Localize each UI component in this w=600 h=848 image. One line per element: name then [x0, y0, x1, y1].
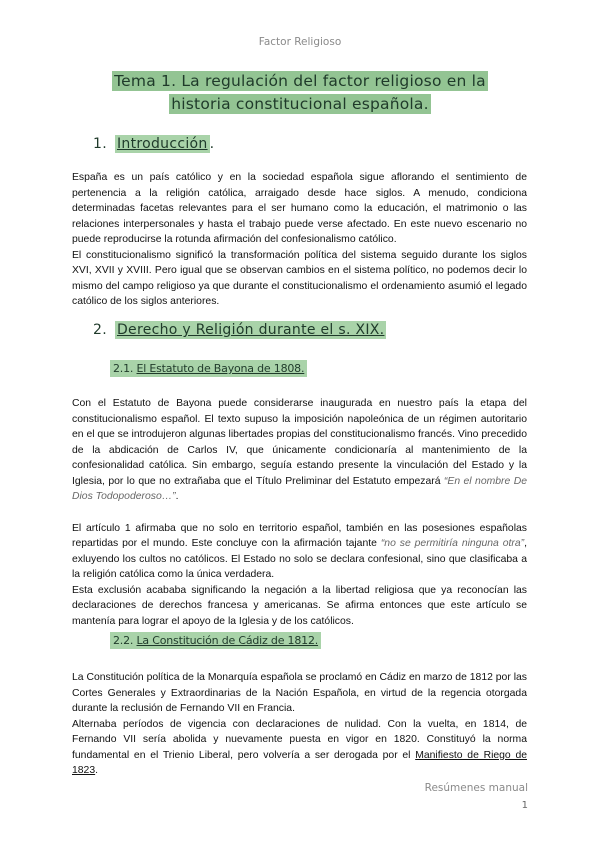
section-number: 1.	[93, 136, 107, 152]
subsection-label: El Estatuto de Bayona de 1808.	[136, 362, 305, 375]
cadiz-p2-text: Alternaba períodos de vigencia con declaraciones de nulidad. Con la vuelta, en 1814, de Fernando VII sería abolida y nuevamente puesta en vigor en 1820. Constituyó la norma fundamental en el Trienio Liberal, pero volvería a ser derogada por el	[72, 718, 527, 761]
section-trail: .	[209, 136, 215, 152]
running-header: Factor Religioso	[258, 36, 342, 48]
section-label: Introducción	[116, 136, 208, 152]
bayona-paragraph-2	[72, 521, 527, 583]
bayona-quote-1: “En el nombre De Dios Todopoderoso…”	[72, 475, 527, 502]
section-heading-introduccion	[93, 136, 214, 152]
intro-paragraph-1: España es un país católico y en la sociedad española sigue aflorando el sentimiento de pertenencia a la religión católica, arraigado desde hace siglos. A menudo, condiciona determinadas facetas relevantes para el ser humano como la educación, el matrimonio o las relaciones interpersonales y hasta el trabajo puede verse afectado. En este nuevo escenario no puede reproducirse la rotunda afirmación del confesionalismo católico.	[72, 172, 527, 245]
bayona-p2-text: El artículo 1 afirmaba que no solo en territorio español, también en las posesiones españolas repartidas por el mundo. Este concluye con la afirmación tajante	[72, 522, 527, 549]
cadiz-body	[72, 670, 527, 779]
subsection-heading-bayona	[110, 362, 307, 375]
intro-paragraph-2: El constitucionalismo significó la transformación política del sistema seguido durante los siglos XVI, XVII y XVIII. Pero igual que se observan cambios en el sistema político, no podemos decir lo mismo del campo religioso ya que durante el constitucionalismo el ordenamiento asumió el legado católico de los siglos anteriores.	[72, 249, 527, 307]
subsection-number: 2.2.	[113, 634, 134, 647]
section-label: Derecho y Religión durante el s. XIX.	[116, 322, 385, 338]
cadiz-paragraph-2	[72, 717, 527, 779]
bayona-p2-end: , exluyendo los cultos no católicos. El Estado no solo se declara confesional, sino que clasificaba a la religión católica como la única verdadera.	[72, 538, 527, 580]
bayona-p1-end: .	[175, 491, 179, 502]
cadiz-p2-end: .	[95, 765, 99, 776]
page-number: 1	[521, 800, 528, 811]
manifiesto-riego-link[interactable]: Manifiesto de Riego de 1823	[72, 749, 527, 776]
subsection-label: La Constitución de Cádiz de 1812.	[136, 634, 319, 647]
intro-body	[72, 170, 527, 310]
subsection-number: 2.1.	[113, 362, 134, 375]
bayona-paragraph-1	[72, 396, 527, 505]
document-title	[60, 70, 540, 116]
title-line-1: Tema 1. La regulación del factor religioso en la	[114, 72, 486, 90]
cadiz-paragraph-1: La Constitución política de la Monarquía española se proclamó en Cádiz en marzo de 1812 por las Cortes Generales y Extraordinarias de la Nación Española, en virtud de la regencia otorgada durante la reclusión de Fernando VII en Francia.	[72, 672, 527, 714]
bayona-p1-text: Con el Estatuto de Bayona puede considerarse inaugurada en nuestro país la etapa del constitucionalismo español. El texto supuso la imposición napoleónica de un régimen autoritario en el que se introdujeron algunas libertades propias del constitucionalismo francés. Vino precedido de la abdicación de Carlos IV, que únicamente condicionaría al mantenimiento de la confesionalidad católica. Sin embargo, seguía estando presente la vinculación del Estado y la Iglesia, por lo que no extrañaba que el Título Preliminar del Estatuto empezará	[72, 398, 527, 487]
section-heading-derecho-religion	[93, 322, 386, 338]
title-line-2: historia constitucional española.	[171, 95, 429, 113]
bayona-body	[72, 396, 527, 629]
footer-label: Resúmenes manual	[424, 782, 528, 794]
subsection-heading-cadiz	[110, 634, 321, 647]
bayona-quote-2: “no se permitiría ninguna otra”	[380, 538, 525, 549]
bayona-paragraph-3: Esta exclusión acababa significando la negación a la libertad religiosa que ya reconocían las declaraciones de derechos francesa y americanas. Se afirma entonces que este artículo se mantenía para lograr el apoyo de la Iglesia y de los católicos.	[72, 584, 527, 627]
section-number: 2.	[93, 322, 107, 338]
